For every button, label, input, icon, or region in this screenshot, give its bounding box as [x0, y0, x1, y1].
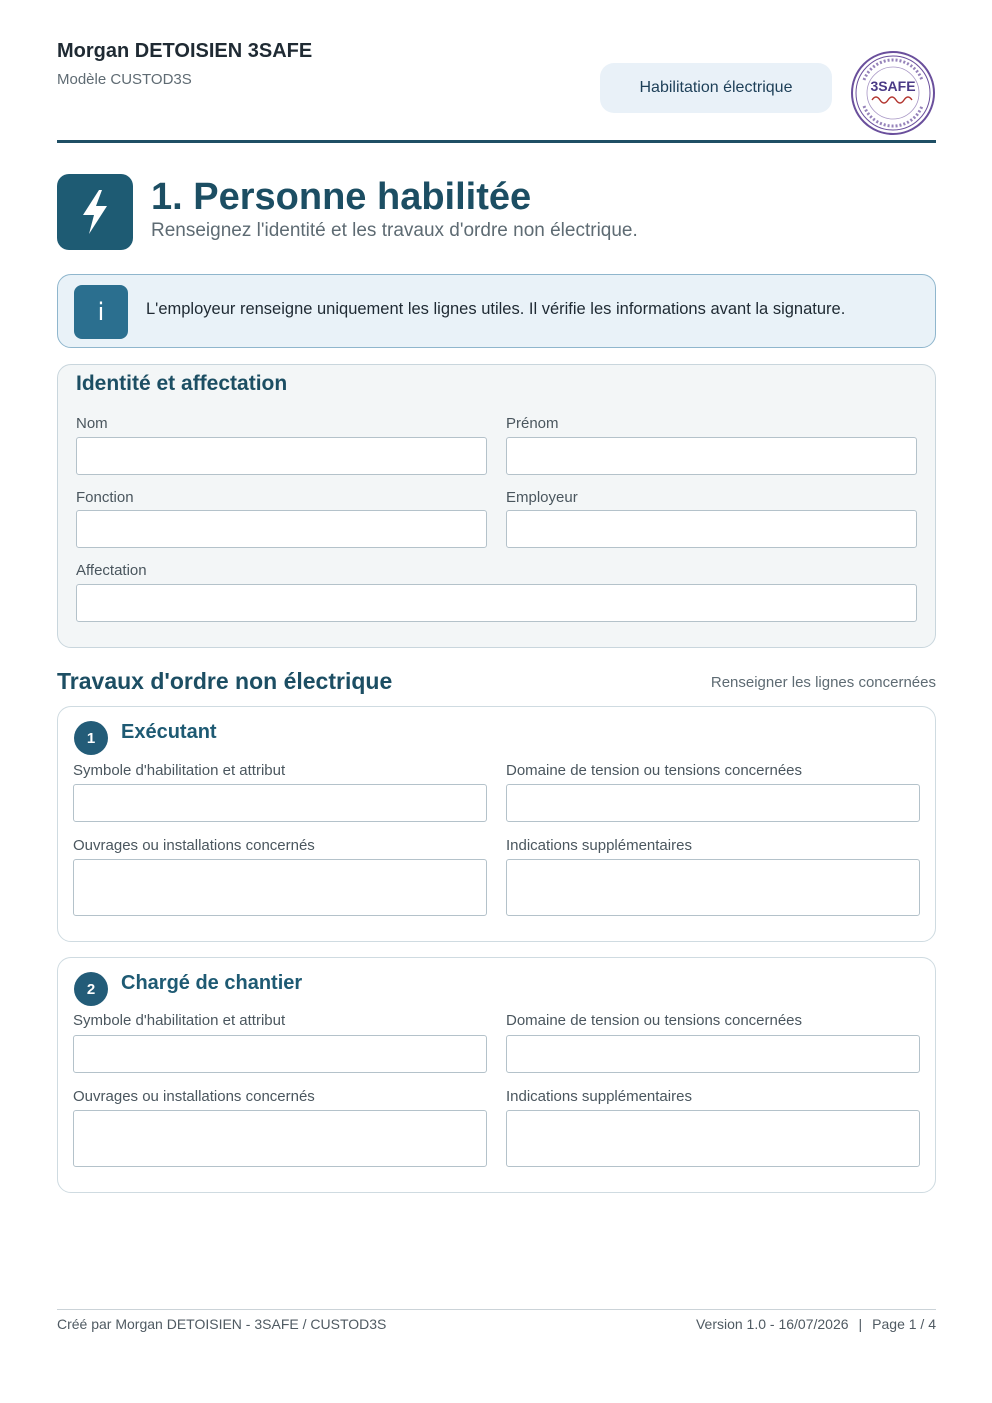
- lightning-bolt-icon: [57, 174, 133, 250]
- identity-card-title: Identité et affectation: [76, 372, 288, 395]
- employeur-label: Employeur: [506, 489, 578, 506]
- page-header: [57, 40, 936, 140]
- indications-field[interactable]: [506, 1110, 920, 1167]
- domaine-tension-field[interactable]: [506, 1035, 920, 1073]
- footer-created-by: Créé par Morgan DETOISIEN - 3SAFE / CUSTOD3S: [57, 1316, 387, 1332]
- ouvrages-label: Ouvrages ou installations concernés: [73, 1088, 315, 1105]
- employeur-field[interactable]: [506, 510, 917, 548]
- section-title-block: [57, 174, 936, 254]
- footer-version-page: [696, 1316, 936, 1332]
- svg-text:3SAFE: 3SAFE: [870, 78, 916, 94]
- info-icon: i: [74, 285, 128, 339]
- affectation-label: Affectation: [76, 562, 147, 579]
- footer-version: Version 1.0 - 16/07/2026: [695, 1316, 849, 1332]
- footer-page-number: Page 1 / 4: [872, 1316, 936, 1332]
- symbole-label: Symbole d'habilitation et attribut: [73, 1012, 286, 1029]
- symbole-field[interactable]: [73, 784, 487, 822]
- fonction-field[interactable]: [76, 510, 487, 548]
- footer-separator: |: [858, 1316, 863, 1332]
- document-type-badge: Habilitation électrique: [600, 63, 832, 113]
- indications-label: Indications supplémentaires: [506, 1088, 692, 1105]
- prenom-field[interactable]: [506, 437, 917, 475]
- ouvrages-field[interactable]: [73, 859, 487, 916]
- info-text: L'employeur renseigne uniquement les lignes utiles. Il vérifie les informations avant la signature.: [146, 300, 846, 318]
- role-title: Exécutant: [121, 721, 217, 743]
- role-card-charge-de-chantier: [57, 957, 936, 1193]
- model-name: Modèle CUSTOD3S: [57, 71, 192, 88]
- indications-label: Indications supplémentaires: [506, 837, 692, 854]
- role-card-executant: [57, 706, 936, 942]
- works-section-header: [57, 668, 936, 698]
- nom-field[interactable]: [76, 437, 487, 475]
- ouvrages-field[interactable]: [73, 1110, 487, 1167]
- symbole-label: Symbole d'habilitation et attribut: [73, 762, 286, 779]
- domaine-tension-label: Domaine de tension ou tensions concernées: [506, 762, 803, 779]
- author-name: Morgan DETOISIEN 3SAFE: [57, 40, 313, 62]
- role-number-badge: 1: [74, 721, 108, 755]
- company-seal-logo: [850, 50, 936, 136]
- prenom-label: Prénom: [506, 415, 559, 432]
- role-title: Chargé de chantier: [121, 972, 303, 994]
- role-number-badge: 2: [74, 972, 108, 1006]
- symbole-field[interactable]: [73, 1035, 487, 1073]
- info-notice: [57, 274, 936, 348]
- page-subtitle: Renseignez l'identité et les travaux d'ordre non électrique.: [151, 220, 638, 241]
- affectation-field[interactable]: [76, 584, 917, 622]
- fonction-label: Fonction: [76, 489, 134, 506]
- nom-label: Nom: [76, 415, 108, 432]
- works-section-hint: Renseigner les lignes concernées: [710, 674, 936, 691]
- indications-field[interactable]: [506, 859, 920, 916]
- works-section-title: Travaux d'ordre non électrique: [57, 668, 393, 694]
- page-title: 1. Personne habilitée: [151, 176, 532, 218]
- domaine-tension-field[interactable]: [506, 784, 920, 822]
- domaine-tension-label: Domaine de tension ou tensions concernées: [506, 1012, 803, 1029]
- header-divider: [57, 140, 936, 143]
- ouvrages-label: Ouvrages ou installations concernés: [73, 837, 315, 854]
- footer-divider: [57, 1309, 936, 1310]
- identity-card: [57, 364, 936, 648]
